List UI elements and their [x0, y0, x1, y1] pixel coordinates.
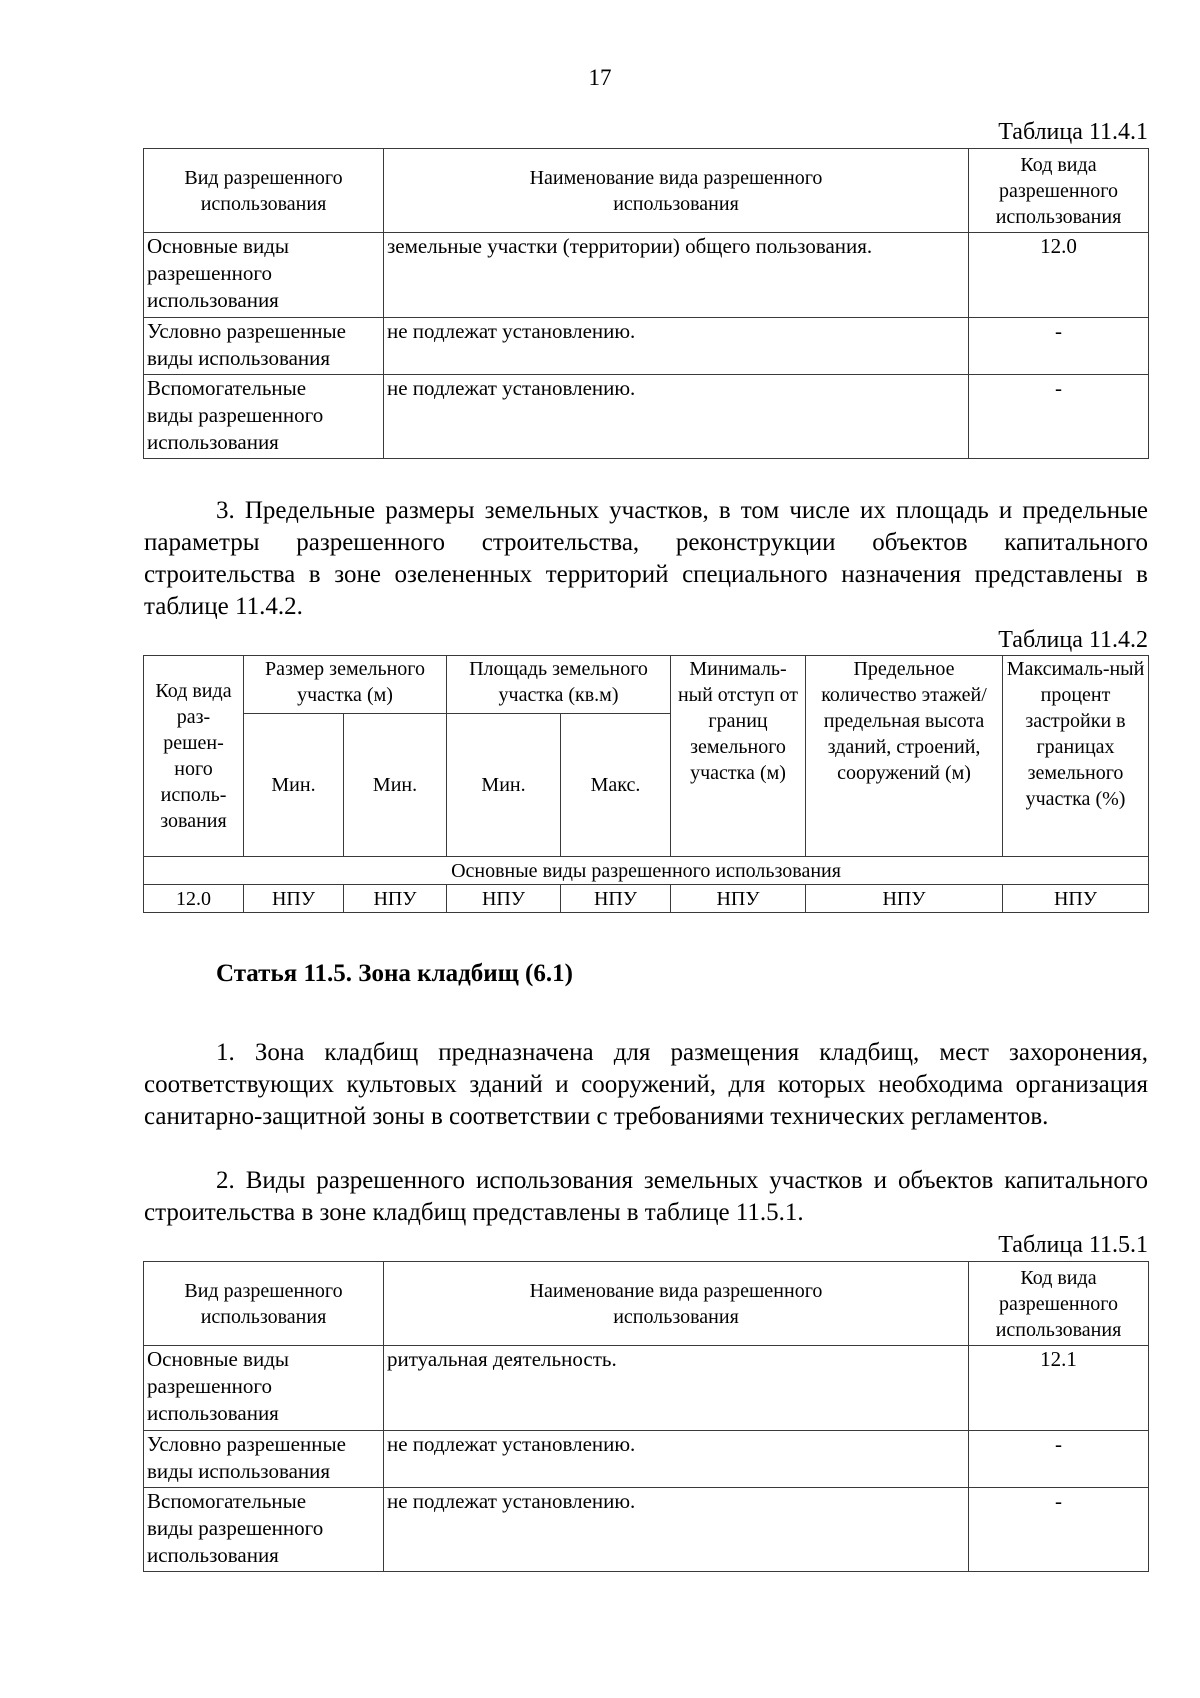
cell-value: НПУ: [806, 885, 1003, 913]
table-row: [144, 375, 1149, 459]
cell-code: -: [969, 1431, 1149, 1488]
cell-code: 12.0: [144, 885, 244, 913]
cell-value: НПУ: [447, 885, 561, 913]
paragraph: 2. Виды разрешенного использования земельных участков и объектов капитального строительства в зоне кладбищ представлены в таблице 11.5.1.: [144, 1167, 1148, 1226]
cell-value: НПУ: [561, 885, 671, 913]
header-code: Код вида разрешенного использования: [969, 149, 1149, 233]
cell-name: не подлежат установлению.: [384, 1488, 969, 1572]
cell-kind: Вспомогательные виды разрешенного использования: [144, 375, 384, 459]
table-row: [144, 233, 1149, 318]
page-number: 17: [588, 65, 612, 90]
header-size: Размер земельного участка (м): [244, 656, 447, 714]
table-caption: Таблица 11.5.1: [998, 1232, 1148, 1258]
header-name: Наименование вида разрешенного использования: [384, 1262, 969, 1346]
table-row: [144, 885, 1149, 913]
header-code: Код вида разрешенного использования: [969, 1262, 1149, 1346]
table-row: [144, 1346, 1149, 1431]
cell-value: НПУ: [344, 885, 447, 913]
table-11-4-1: [143, 148, 1149, 459]
header-area: Площадь земельного участка (кв.м): [447, 656, 671, 714]
header-percent: Максималь-ный процент застройки в границах земельного участка (%): [1003, 656, 1149, 857]
cell-name: не подлежат установлению.: [384, 375, 969, 459]
header-code: Код вида раз-решен-ного исполь-зования: [144, 656, 244, 857]
header-kind: Вид разрешенного использования: [144, 149, 384, 233]
cell-kind: Условно разрешенные виды использования: [144, 1431, 384, 1488]
cell-name: не подлежат установлению.: [384, 318, 969, 375]
cell-name: ритуальная деятельность.: [384, 1346, 969, 1431]
table-caption: Таблица 11.4.1: [998, 119, 1148, 145]
table-row: [144, 1431, 1149, 1488]
cell-name: земельные участки (территории) общего пользования.: [384, 233, 969, 318]
section-row: Основные виды разрешенного использования: [144, 857, 1149, 885]
cell-code: 12.1: [969, 1346, 1149, 1431]
subheader-max: Макс.: [561, 714, 671, 857]
header-name: Наименование вида разрешенного использования: [384, 149, 969, 233]
subheader-min: Мин.: [344, 714, 447, 857]
paragraph: 1. Зона кладбищ предназначена для размещения кладбищ, мест захоронения, соответствующих культовых зданий и сооружений, для которых необходима организация санитарно-защитной зоны в соответствии с требованиями технических регламентов.: [144, 1039, 1148, 1130]
subheader-min: Мин.: [447, 714, 561, 857]
table-11-4-2: [143, 655, 1149, 913]
cell-value: НПУ: [1003, 885, 1149, 913]
header-setback: Минималь-ный отступ от границ земельного участка (м): [671, 656, 806, 857]
header-kind: Вид разрешенного использования: [144, 1262, 384, 1346]
cell-name: не подлежат установлению.: [384, 1431, 969, 1488]
cell-code: -: [969, 375, 1149, 459]
cell-code: 12.0: [969, 233, 1149, 318]
cell-value: НПУ: [244, 885, 344, 913]
subheader-min: Мин.: [244, 714, 344, 857]
header-floors: Предельное количество этажей/ предельная высота зданий, строений, сооружений (м): [806, 656, 1003, 857]
cell-kind: Основные виды разрешенного использования: [144, 233, 384, 318]
cell-code: -: [969, 318, 1149, 375]
cell-value: НПУ: [671, 885, 806, 913]
article-title: Статья 11.5. Зона кладбищ (6.1): [216, 960, 573, 987]
cell-kind: Условно разрешенные виды использования: [144, 318, 384, 375]
cell-kind: Основные виды разрешенного использования: [144, 1346, 384, 1431]
cell-kind: Вспомогательные виды разрешенного использования: [144, 1488, 384, 1572]
table-caption: Таблица 11.4.2: [998, 627, 1148, 653]
cell-code: -: [969, 1488, 1149, 1572]
table-row: [144, 318, 1149, 375]
table-row: [144, 1488, 1149, 1572]
table-11-5-1: [143, 1261, 1149, 1572]
paragraph: 3. Предельные размеры земельных участков, в том числе их площадь и предельные параметры разрешенного строительства, реконструкции объектов капитального строительства в зоне озелененных территорий специального назначения представлены в таблице 11.4.2.: [144, 497, 1148, 620]
